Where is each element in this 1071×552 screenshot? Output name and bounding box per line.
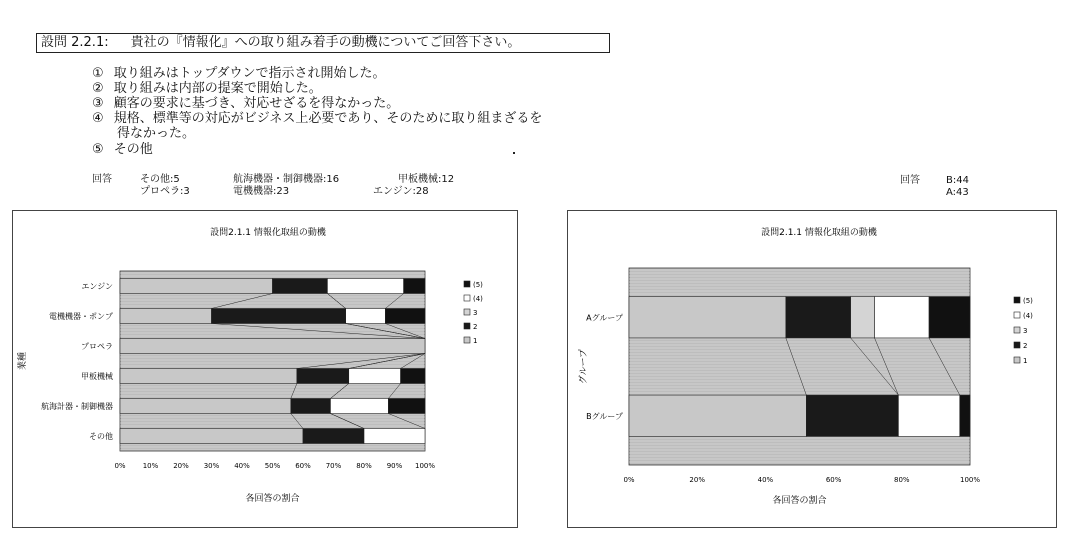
bar-segment: [364, 429, 425, 444]
industry-chart-panel: [12, 210, 518, 528]
bar-segment: [303, 429, 364, 444]
bar-segment: [120, 429, 303, 444]
responses-label: 回答: [92, 174, 112, 185]
category-label: プロペラ: [81, 342, 113, 351]
question-box: [36, 33, 610, 53]
bar-segment: [330, 399, 388, 414]
x-tick-label: 0%: [623, 476, 635, 484]
x-tick-label: 0%: [114, 462, 126, 470]
category-label: 電機機器・ポンプ: [49, 312, 113, 321]
legend-label: (4): [473, 295, 483, 303]
bar-segment: [273, 279, 328, 294]
stray-dot: [513, 152, 515, 154]
legend-label: 3: [1023, 327, 1028, 335]
chart-title: 設問2.1.1 情報化取組の動機: [210, 228, 326, 238]
bar-segment: [929, 297, 970, 338]
responses-label-right: 回答: [900, 175, 920, 186]
legend-swatch: [1014, 357, 1020, 363]
category-label: Bグループ: [586, 411, 623, 421]
bar-segment: [401, 369, 425, 384]
legend-label: 1: [473, 337, 478, 345]
option-marker: ④: [92, 111, 104, 126]
x-tick-label: 20%: [689, 476, 705, 484]
option-1: [92, 66, 386, 81]
bar-segment: [629, 395, 806, 436]
category-label: その他: [89, 432, 113, 441]
response-count: エンジン:28: [373, 186, 429, 197]
bar-segment: [349, 369, 401, 384]
x-axis-title: 各回答の割合: [772, 496, 827, 506]
legend-swatch: [464, 281, 470, 287]
legend-swatch: [1014, 342, 1020, 348]
response-count: B:44: [946, 175, 969, 186]
response-count: 甲板機械:12: [398, 174, 455, 185]
x-axis-title: 各回答の割合: [245, 494, 300, 504]
legend-swatch: [464, 309, 470, 315]
bar-segment: [120, 279, 273, 294]
legend-swatch: [1014, 297, 1020, 303]
bar-segment: [875, 297, 930, 338]
category-label: エンジン: [81, 282, 113, 291]
x-tick-label: 70%: [325, 462, 342, 470]
y-axis-title: グループ: [579, 348, 589, 385]
response-count: 航海機器・制御機器:16: [233, 174, 340, 185]
bar-segment: [120, 309, 212, 324]
response-count: プロペラ:3: [140, 186, 190, 197]
category-label: 甲板機械: [81, 372, 113, 381]
option-text: 顧客の要求に基づき、対応せざるを得なかった。: [113, 96, 400, 111]
option-text: 取り組みはトップダウンで指示され開始した。: [113, 66, 386, 81]
bar-segment: [291, 399, 331, 414]
x-tick-label: 60%: [295, 462, 311, 470]
category-label: Aグループ: [586, 313, 623, 323]
response-count: A:43: [946, 187, 969, 198]
option-text: 規格、標準等の対応がビジネス上必要であり、そのために取り組まざるを: [113, 111, 543, 126]
question-number: 設問 2.2.1:: [41, 35, 109, 50]
legend-label: (5): [1023, 297, 1033, 305]
legend-label: (5): [473, 281, 483, 289]
legend-label: 3: [473, 309, 478, 317]
option-4: [92, 111, 542, 126]
bar-segment: [297, 369, 349, 384]
x-tick-label: 80%: [356, 462, 372, 470]
bar-segment: [346, 309, 386, 324]
response-count: その他:5: [140, 174, 180, 185]
x-tick-label: 100%: [414, 462, 436, 470]
legend-label: 2: [1023, 342, 1028, 350]
bar-segment: [404, 279, 425, 294]
option-text: その他: [113, 142, 153, 157]
y-axis-title: 業種: [18, 351, 28, 371]
x-tick-label: 60%: [825, 476, 842, 484]
x-tick-label: 30%: [203, 462, 220, 470]
plot-area: [120, 271, 425, 451]
option-5: [92, 142, 153, 157]
x-tick-label: 10%: [142, 462, 159, 470]
legend-swatch: [464, 323, 470, 329]
legend-label: 2: [473, 323, 478, 331]
bar-segment: [629, 297, 786, 338]
option-text: 取り組みは内部の提案で開始した。: [113, 81, 322, 96]
bar-segment: [120, 339, 425, 354]
bar-segment: [327, 279, 403, 294]
option-2: [92, 81, 322, 96]
legend-swatch: [1014, 327, 1020, 333]
group-chart: [568, 211, 1058, 529]
x-tick-label: 40%: [757, 476, 774, 484]
x-tick-label: 50%: [264, 462, 281, 470]
option-marker: ⑤: [92, 142, 104, 157]
bar-segment: [120, 399, 291, 414]
question-text: 貴社の『情報化』への取り組み着手の動機についてご回答下さい。: [130, 35, 521, 50]
option-marker: ③: [92, 96, 104, 111]
x-tick-label: 80%: [894, 476, 910, 484]
bar-segment: [851, 297, 875, 338]
bar-segment: [786, 297, 851, 338]
legend-swatch: [464, 295, 470, 301]
x-tick-label: 100%: [959, 476, 981, 484]
bar-segment: [212, 309, 346, 324]
option-marker: ①: [92, 66, 104, 81]
response-count: 電機機器:23: [233, 186, 290, 197]
option-marker: ②: [92, 81, 104, 96]
chart-title: 設問2.1.1 情報化取組の動機: [761, 228, 877, 238]
bar-segment: [960, 395, 970, 436]
legend-label: 1: [1023, 357, 1028, 365]
x-tick-label: 20%: [173, 462, 189, 470]
bar-segment: [806, 395, 898, 436]
x-tick-label: 90%: [386, 462, 403, 470]
legend-swatch: [464, 337, 470, 343]
industry-chart: [13, 211, 519, 529]
option-4-continued: 得なかった。: [117, 126, 196, 141]
legend-swatch: [1014, 312, 1020, 318]
group-chart-panel: [567, 210, 1057, 528]
bar-segment: [898, 395, 959, 436]
option-3: [92, 96, 399, 111]
category-label: 航海計器・制御機器: [41, 402, 113, 411]
legend-label: (4): [1023, 312, 1033, 320]
bar-segment: [388, 399, 425, 414]
bar-segment: [385, 309, 425, 324]
bar-segment: [120, 369, 297, 384]
x-tick-label: 40%: [234, 462, 250, 470]
